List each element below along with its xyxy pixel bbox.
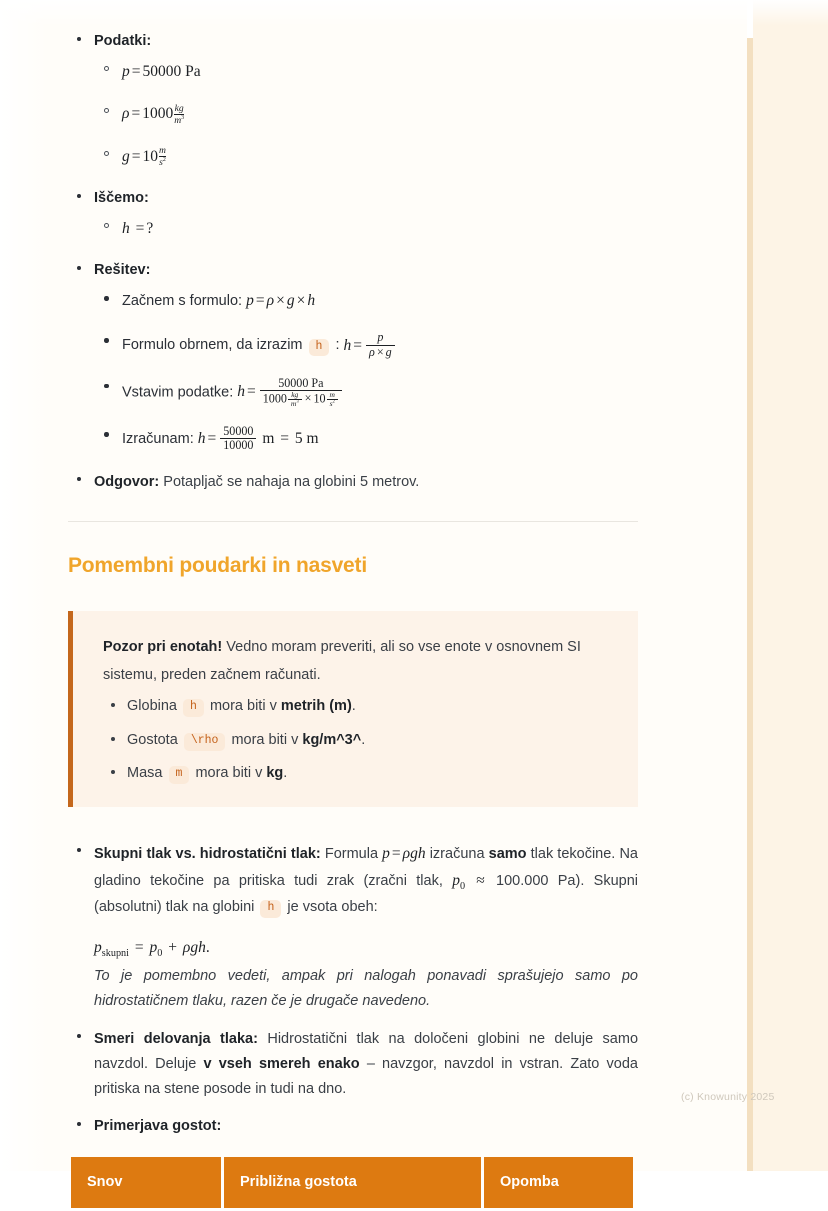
next-page-sliver — [753, 0, 828, 1171]
page-title: Pomembni poudarki in nasveti — [68, 554, 367, 578]
item-suffix: . — [351, 698, 356, 715]
table-head — [71, 1157, 633, 1207]
resitev-sublist — [94, 289, 638, 452]
callout-text: Vedno moram preveriti, ali so vse enote v osnovnem SI sistemu, preden začnem računati. — [103, 638, 581, 684]
step-label: Formulo obrnem, da izrazim — [122, 337, 303, 354]
document-content — [68, 30, 638, 1211]
section-divider — [68, 521, 638, 522]
tip-text-2: izračuna — [429, 845, 485, 862]
bullet-icon — [111, 737, 115, 741]
math-expression: p = 50000 Pa — [122, 63, 201, 81]
item-bold: kg/m^3^ — [302, 731, 362, 748]
page-gutter-top-mask — [747, 0, 753, 38]
step-label: Izračunam: — [122, 431, 194, 448]
bullet-icon — [104, 338, 109, 343]
step-4 — [94, 425, 638, 452]
tip-text-4: 100.000 Pa). Skupni (absolutni) tlak na globini — [94, 872, 638, 916]
callout-lead: Pozor pri enotah! — [103, 638, 223, 655]
list-item — [103, 729, 612, 751]
step-label: Začnem s formulo: — [122, 293, 243, 310]
step-label: Vstavim podatke: — [122, 384, 234, 401]
math-expression: g = 10 $\frac{m}{s^2}$ — [122, 144, 166, 168]
resitev-heading: Rešitev: — [94, 262, 151, 278]
tip-skupni-tlak — [68, 841, 638, 1014]
item-prefix: Globina — [127, 698, 177, 715]
math-expression: h = 50000 Pa 1000 $\frac{kg}{m^3}$ × 10 $\frac{m}{s^2}$ — [237, 383, 344, 400]
callout-list — [103, 695, 612, 784]
math-expression: p = ρ × g × h — [246, 292, 316, 310]
math-expression: $p_{skupni} = p_0 + \rho gh$. — [94, 939, 210, 960]
math-expression: h = ? — [122, 219, 154, 237]
code-chip-m: m — [169, 766, 190, 784]
bullet-icon — [77, 194, 81, 198]
tip-lead: Smeri delovanja tlaka: — [94, 1031, 258, 1047]
tip-bold-1: v vseh smereh enako — [203, 1055, 360, 1072]
iscemo-sublist — [94, 217, 638, 241]
item-mid: mora biti v — [195, 765, 263, 782]
step-2 — [94, 331, 638, 358]
table-header-row — [71, 1157, 633, 1207]
table-header-opomba: Opomba — [484, 1157, 633, 1207]
bullet-icon — [77, 37, 81, 41]
item-prefix: Gostota — [127, 731, 178, 748]
podatki-heading: Podatki: — [94, 33, 152, 49]
circle-bullet-icon — [104, 66, 109, 71]
page-gutter-edge — [747, 0, 753, 1171]
odgovor-label: Odgovor: — [94, 474, 160, 491]
list-item — [94, 102, 638, 126]
math-expression: $p_0$ ≈ — [452, 871, 485, 892]
bullet-icon — [104, 296, 109, 301]
item-mid: mora biti v — [209, 698, 277, 715]
math-expression: ρ = 1000 $\frac{kg}{m^3}$ — [122, 102, 185, 126]
copyright-watermark: (c) Knowunity 2025 — [681, 1091, 775, 1103]
bullet-icon — [77, 266, 81, 270]
bullet-icon — [77, 848, 81, 852]
tip-text-3: tlak tekočine. Na gladino tekočine pa pritiska tudi zrak (zračni tlak, — [94, 845, 638, 889]
tip-paragraph — [94, 841, 638, 920]
table-header-snov: Snov — [71, 1157, 221, 1207]
circle-bullet-icon — [104, 151, 109, 156]
list-item — [94, 217, 638, 241]
density-comparison-table — [68, 1154, 636, 1210]
math-expression: h = $\frac{50000}{10000}$ m = 5 m — [197, 424, 319, 453]
bullet-icon — [77, 1122, 81, 1126]
tip-bold-1: samo — [488, 845, 527, 862]
list-item — [94, 60, 638, 84]
odgovor-text: Potapljač se nahaja na globini 5 metrov. — [163, 474, 420, 491]
units-warning-callout — [68, 611, 638, 807]
bullet-icon — [77, 1034, 81, 1038]
list-item-resitev — [68, 259, 638, 452]
step-1 — [94, 289, 638, 313]
code-chip-rho: \rho — [184, 733, 226, 751]
list-item-iscemo — [68, 187, 638, 241]
bullet-icon — [111, 703, 115, 707]
tips-list — [68, 841, 638, 1137]
code-chip-h: h — [309, 339, 330, 357]
item-bold: metrih (m) — [280, 698, 352, 715]
item-suffix: . — [361, 731, 366, 748]
block-formula — [94, 936, 638, 962]
list-item — [94, 145, 638, 169]
item-suffix: . — [283, 765, 288, 782]
iscemo-heading: Iščemo: — [94, 189, 149, 206]
callout-body — [103, 633, 612, 690]
bullet-icon — [104, 432, 109, 437]
tip-text-1: Hidrostatični tlak na določeni globini ne deluje samo navzdol. Deluje — [94, 1031, 639, 1072]
bullet-icon — [77, 477, 81, 481]
tip-text-1: Formula — [324, 845, 379, 862]
circle-bullet-icon — [104, 223, 109, 228]
bullet-icon — [104, 384, 109, 389]
list-item-odgovor — [68, 470, 638, 495]
list-item — [103, 762, 612, 784]
list-item — [103, 695, 612, 717]
item-prefix: Masa — [127, 765, 163, 782]
circle-bullet-icon — [104, 108, 109, 113]
tip-text-5: je vsota obeh: — [287, 899, 378, 916]
tip-text-2: – navzgor, navzdol in vstran. Zato voda pritiska na stene posode in tudi na dno. — [94, 1055, 638, 1097]
tip-lead: Skupni tlak vs. hidrostatični tlak: — [94, 845, 321, 862]
list-item-podatki — [68, 30, 638, 169]
bullet-icon — [111, 770, 115, 774]
code-chip-h: h — [183, 699, 204, 717]
code-chip-h: h — [260, 900, 281, 918]
tip-lead: Primerjava gostot: — [94, 1117, 222, 1134]
item-bold: kg — [266, 765, 284, 782]
table-header-gostota: Približna gostota — [224, 1157, 481, 1207]
solution-list — [68, 30, 638, 495]
tip-primerjava-gostot — [68, 1115, 638, 1137]
podatki-sublist — [94, 60, 638, 168]
tip-smeri-delovanja — [68, 1027, 638, 1102]
item-mid: mora biti v — [231, 731, 299, 748]
step-3 — [94, 377, 638, 408]
step-label-after: : — [335, 337, 340, 354]
tip-paragraph — [94, 1027, 638, 1102]
math-expression: h = $\frac{p}{\rho \times g}$ — [344, 337, 397, 354]
math-expression: p = ρgh — [382, 844, 426, 862]
tip-italic-note: To je pomembno vedeti, ampak pri nalogah ponavadi sprašujejo samo po hidrostatičnem tlaku, razen če je drugače navedeno. — [94, 968, 638, 1010]
